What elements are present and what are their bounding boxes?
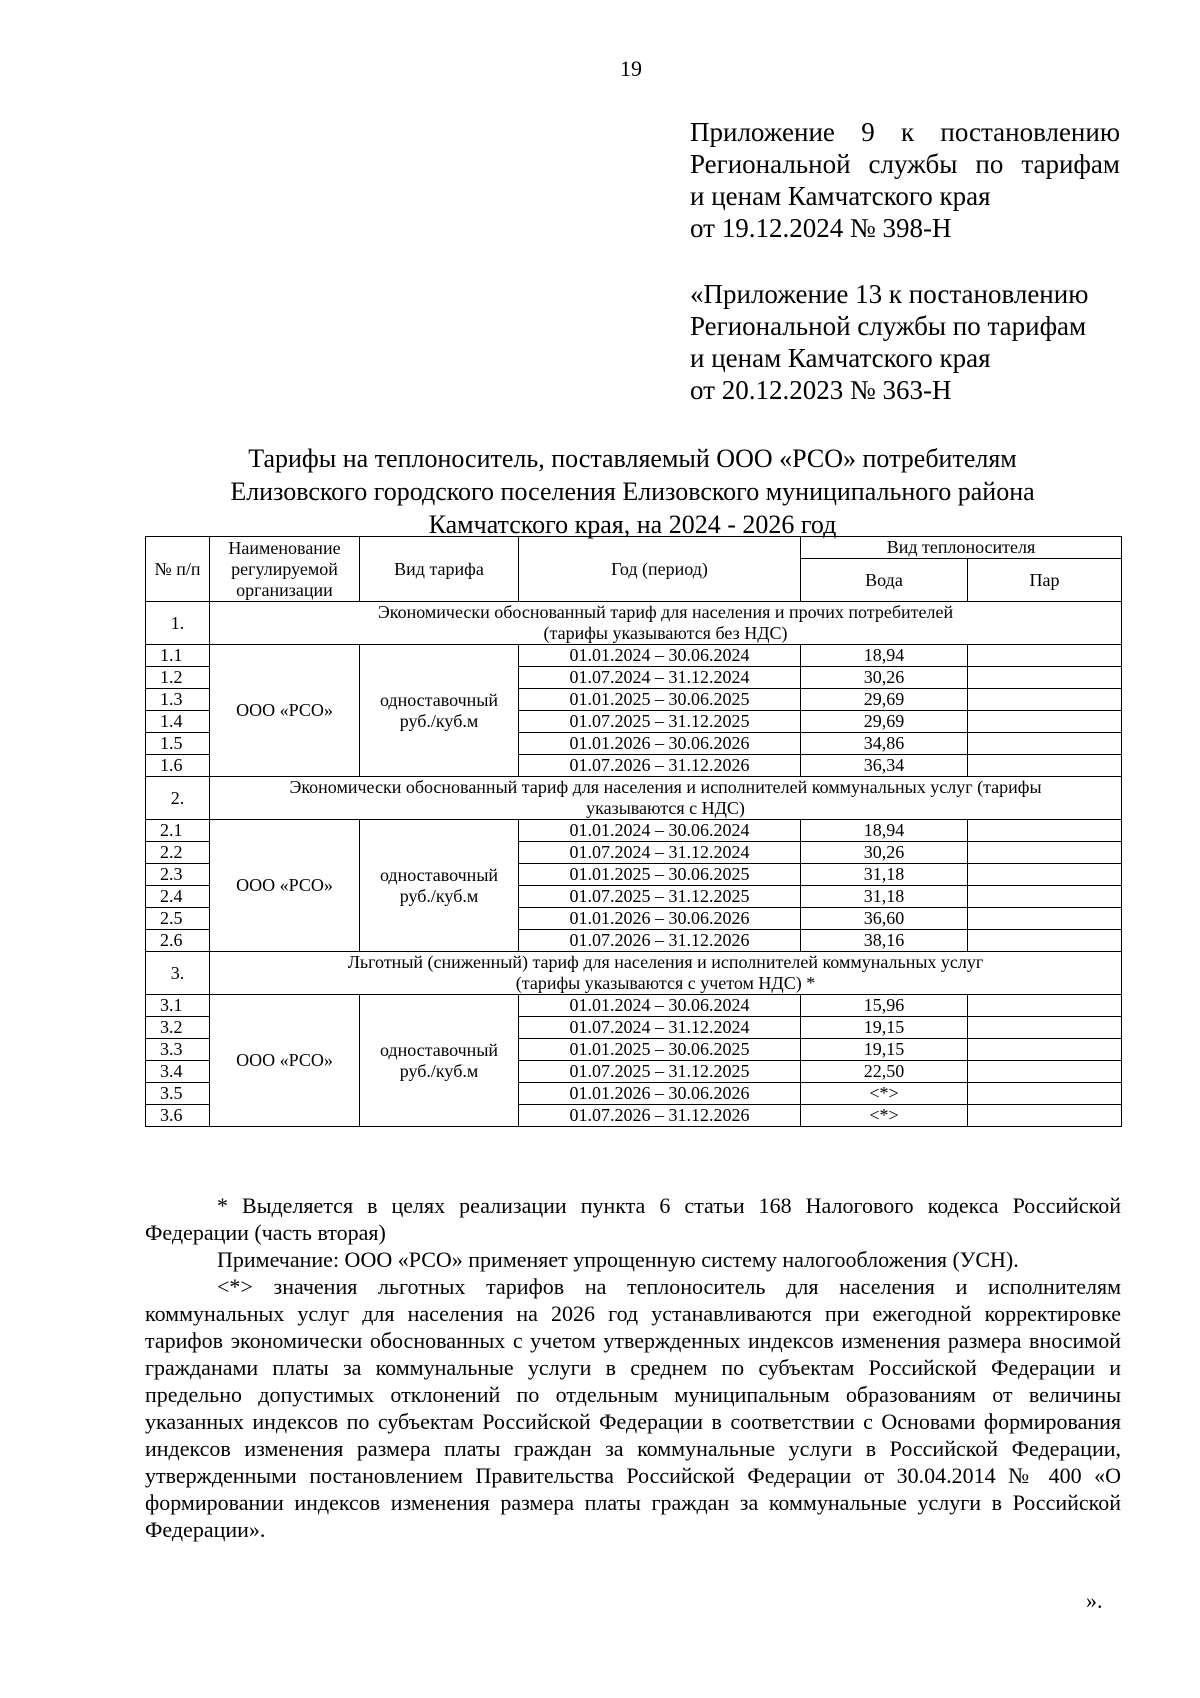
tariff-table bbox=[145, 536, 1122, 1127]
section-title-line-1: Экономически обоснованный тариф для населения и исполнителей коммунальных услуг (тарифы bbox=[289, 777, 1042, 797]
water-value: <*> bbox=[801, 1105, 968, 1127]
row-number: 1.2 bbox=[146, 667, 210, 689]
tariff-type-cell bbox=[360, 995, 519, 1127]
tariff-type-line-2: руб./куб.м bbox=[399, 1060, 479, 1081]
header-period: Год (период) bbox=[519, 537, 801, 602]
appendix-header-current bbox=[690, 116, 1120, 244]
period-cell: 01.07.2024 – 31.12.2024 bbox=[519, 1017, 801, 1039]
steam-value bbox=[968, 995, 1122, 1017]
row-number: 2.2 bbox=[146, 842, 210, 864]
water-value: 18,94 bbox=[801, 645, 968, 667]
section-number: 2. bbox=[146, 777, 210, 820]
steam-value bbox=[968, 1017, 1122, 1039]
table-row bbox=[146, 820, 1122, 842]
water-value: <*> bbox=[801, 1083, 968, 1105]
section-title-line-1: Экономически обоснованный тариф для населения и прочих потребителей bbox=[377, 602, 954, 622]
period-cell: 01.07.2026 – 31.12.2026 bbox=[519, 755, 801, 777]
steam-value bbox=[968, 930, 1122, 952]
period-cell: 01.01.2024 – 30.06.2024 bbox=[519, 995, 801, 1017]
row-number: 2.6 bbox=[146, 930, 210, 952]
steam-value bbox=[968, 645, 1122, 667]
steam-value bbox=[968, 1061, 1122, 1083]
appendix-current-line-2: Региональной службы по тарифам bbox=[690, 149, 1120, 179]
row-number: 1.5 bbox=[146, 733, 210, 755]
water-value: 19,15 bbox=[801, 1017, 968, 1039]
water-value: 15,96 bbox=[801, 995, 968, 1017]
row-number: 3.6 bbox=[146, 1105, 210, 1127]
footnote-star: * Выделяется в целях реализации пункта 6 статьи 168 Налогового кодекса Российской Федерации (часть вторая) bbox=[145, 1193, 1121, 1245]
section-header-row bbox=[146, 952, 1122, 995]
water-value: 30,26 bbox=[801, 842, 968, 864]
water-value: 36,60 bbox=[801, 908, 968, 930]
row-number: 2.3 bbox=[146, 864, 210, 886]
steam-value bbox=[968, 733, 1122, 755]
water-value: 18,94 bbox=[801, 820, 968, 842]
tariff-type-cell bbox=[360, 645, 519, 777]
tariff-type-line-1: одноставочный bbox=[379, 864, 499, 885]
header-num: № п/п bbox=[146, 537, 210, 602]
section-number: 1. bbox=[146, 602, 210, 645]
water-value: 36,34 bbox=[801, 755, 968, 777]
steam-value bbox=[968, 1039, 1122, 1061]
period-cell: 01.01.2025 – 30.06.2025 bbox=[519, 864, 801, 886]
row-number: 3.2 bbox=[146, 1017, 210, 1039]
organization-cell: ООО «РСО» bbox=[210, 820, 360, 952]
appendix-original-line-1: «Приложение 13 к постановлению bbox=[690, 279, 1089, 309]
period-cell: 01.07.2024 – 31.12.2024 bbox=[519, 667, 801, 689]
appendix-original-line-2: Региональной службы по тарифам bbox=[690, 311, 1087, 341]
steam-value bbox=[968, 667, 1122, 689]
section-title bbox=[210, 777, 1122, 820]
closing-quote-mark: ». bbox=[1086, 1588, 1103, 1613]
period-cell: 01.01.2025 – 30.06.2025 bbox=[519, 1039, 801, 1061]
tariff-type-line-1: одноставочный bbox=[379, 689, 499, 710]
water-value: 31,18 bbox=[801, 886, 968, 908]
section-title-line-2: (тарифы указываются без НДС) bbox=[543, 623, 788, 643]
row-number: 3.1 bbox=[146, 995, 210, 1017]
steam-value bbox=[968, 1083, 1122, 1105]
row-number: 3.4 bbox=[146, 1061, 210, 1083]
period-cell: 01.07.2025 – 31.12.2025 bbox=[519, 711, 801, 733]
row-number: 1.6 bbox=[146, 755, 210, 777]
page-number: 19 bbox=[620, 56, 642, 81]
organization-cell: ООО «РСО» bbox=[210, 645, 360, 777]
header-steam: Пар bbox=[968, 559, 1122, 602]
title-line-2: Елизовского городского поселения Елизовского муниципального района bbox=[230, 477, 1035, 506]
row-number: 3.5 bbox=[146, 1083, 210, 1105]
period-cell: 01.01.2026 – 30.06.2026 bbox=[519, 908, 801, 930]
appendix-current-line-1: Приложение 9 к постановлению bbox=[690, 117, 1120, 147]
steam-value bbox=[968, 1105, 1122, 1127]
steam-value bbox=[968, 886, 1122, 908]
appendix-header-original bbox=[690, 278, 1120, 406]
tariff-type-line-1: одноставочный bbox=[379, 1039, 499, 1060]
water-value: 34,86 bbox=[801, 733, 968, 755]
period-cell: 01.01.2026 – 30.06.2026 bbox=[519, 1083, 801, 1105]
section-number: 3. bbox=[146, 952, 210, 995]
remark: Примечание: ООО «РСО» применяет упрощенную систему налогообложения (УСН). bbox=[217, 1247, 1019, 1272]
water-value: 29,69 bbox=[801, 711, 968, 733]
period-cell: 01.01.2026 – 30.06.2026 bbox=[519, 733, 801, 755]
section-header-row bbox=[146, 777, 1122, 820]
header-org: Наименование регулируемой организации bbox=[210, 537, 360, 602]
water-value: 30,26 bbox=[801, 667, 968, 689]
water-value: 22,50 bbox=[801, 1061, 968, 1083]
row-number: 2.5 bbox=[146, 908, 210, 930]
period-cell: 01.01.2025 – 30.06.2025 bbox=[519, 689, 801, 711]
period-cell: 01.07.2026 – 31.12.2026 bbox=[519, 1105, 801, 1127]
period-cell: 01.01.2024 – 30.06.2024 bbox=[519, 820, 801, 842]
section-title-line-2: указываются с НДС) bbox=[586, 798, 745, 818]
table-row bbox=[146, 995, 1122, 1017]
row-number: 2.4 bbox=[146, 886, 210, 908]
water-value: 29,69 bbox=[801, 689, 968, 711]
table-header-row bbox=[146, 537, 1122, 559]
period-cell: 01.07.2024 – 31.12.2024 bbox=[519, 842, 801, 864]
notes-block bbox=[145, 1192, 1121, 1543]
appendix-current-line-4: от 19.12.2024 № 398-Н bbox=[690, 213, 952, 243]
period-cell: 01.01.2024 – 30.06.2024 bbox=[519, 645, 801, 667]
title-line-3: Камчатского края, на 2024 - 2026 год bbox=[428, 510, 837, 539]
steam-value bbox=[968, 689, 1122, 711]
row-number: 2.1 bbox=[146, 820, 210, 842]
period-cell: 01.07.2025 – 31.12.2025 bbox=[519, 886, 801, 908]
water-value: 19,15 bbox=[801, 1039, 968, 1061]
row-number: 1.4 bbox=[146, 711, 210, 733]
section-title bbox=[210, 952, 1122, 995]
tariff-type-cell bbox=[360, 820, 519, 952]
header-carrier-group: Вид теплоносителя bbox=[801, 537, 1122, 559]
section-header-row bbox=[146, 602, 1122, 645]
appendix-original-line-4: от 20.12.2023 № 363-Н bbox=[690, 375, 952, 405]
period-cell: 01.07.2025 – 31.12.2025 bbox=[519, 1061, 801, 1083]
tariff-type-line-2: руб./куб.м bbox=[399, 710, 479, 731]
section-title bbox=[210, 602, 1122, 645]
footnote-angle: <*> значения льготных тарифов на теплоноситель для населения и исполнителям коммунальных услуг для населения на 2026 год устанавливаются при ежегодной корректировке тарифов экономически обоснованных с учетом утвержденных индексов изменения размера вносимой гражданами платы за коммунальные услуги в среднем по субъектам Российской Федерации и предельно допустимых отклонений по отдельным муниципальным образованиям от величины указанных индексов по субъектам Российской Федерации в соответствии с Основами формирования индексов изменения размера платы граждан за коммунальные услуги в Российской Федерации, утвержденными постановлением Правительства Российской Федерации от 30.04.2014 № 400 «О формировании индексов изменения размера платы граждан за коммунальные услуги в Российской Федерации». bbox=[145, 1274, 1121, 1542]
steam-value bbox=[968, 842, 1122, 864]
document-title bbox=[145, 442, 1120, 541]
tariff-type-line-2: руб./куб.м bbox=[399, 885, 479, 906]
water-value: 31,18 bbox=[801, 864, 968, 886]
steam-value bbox=[968, 820, 1122, 842]
header-water: Вода bbox=[801, 559, 968, 602]
organization-cell: ООО «РСО» bbox=[210, 995, 360, 1127]
header-tariff-type: Вид тарифа bbox=[360, 537, 519, 602]
water-value: 38,16 bbox=[801, 930, 968, 952]
steam-value bbox=[968, 711, 1122, 733]
steam-value bbox=[968, 864, 1122, 886]
row-number: 1.3 bbox=[146, 689, 210, 711]
row-number: 3.3 bbox=[146, 1039, 210, 1061]
period-cell: 01.07.2026 – 31.12.2026 bbox=[519, 930, 801, 952]
title-line-1: Тарифы на теплоноситель, поставляемый ООО «РСО» потребителям bbox=[248, 444, 1017, 473]
row-number: 1.1 bbox=[146, 645, 210, 667]
table-row bbox=[146, 645, 1122, 667]
steam-value bbox=[968, 755, 1122, 777]
appendix-original-line-3: и ценам Камчатского края bbox=[690, 343, 991, 373]
steam-value bbox=[968, 908, 1122, 930]
appendix-current-line-3: и ценам Камчатского края bbox=[690, 181, 991, 211]
section-title-line-1: Льготный (сниженный) тариф для населения и исполнителей коммунальных услуг bbox=[347, 952, 984, 972]
section-title-line-2: (тарифы указываются с учетом НДС) * bbox=[515, 973, 816, 993]
